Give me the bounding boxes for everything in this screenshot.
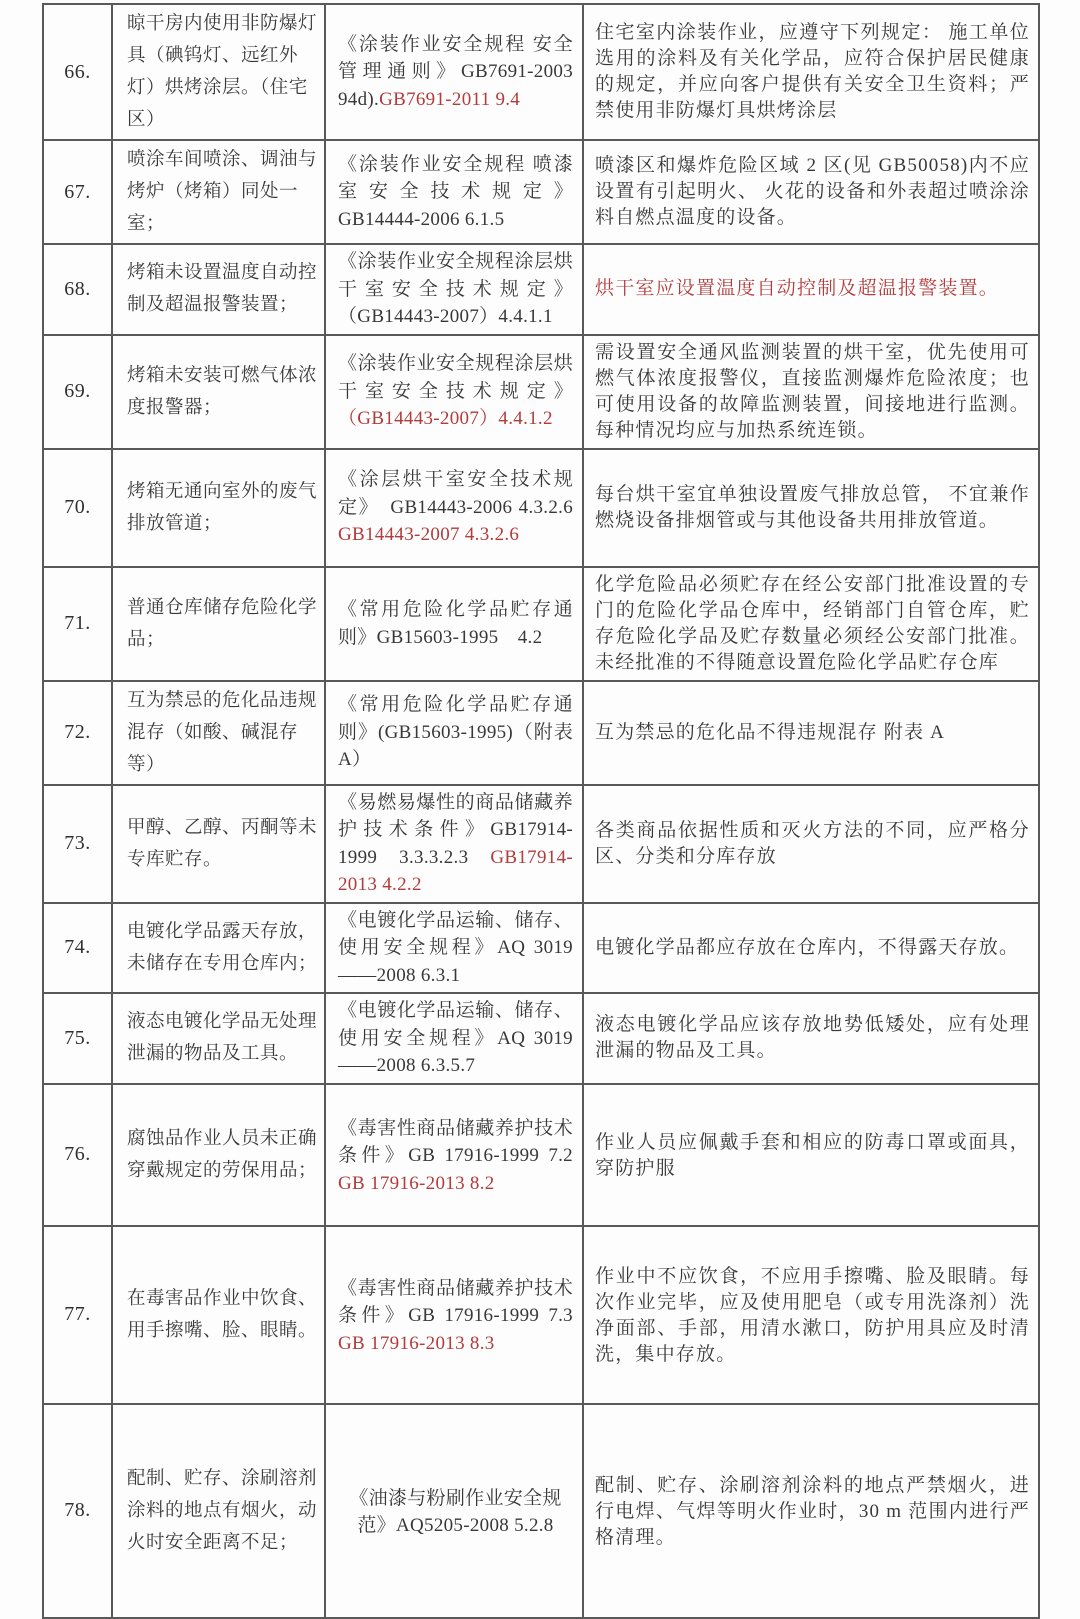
- violation-cell: 甲醇、乙醇、丙酮等未专库贮存。: [112, 785, 325, 903]
- table-row: [43, 335, 1039, 449]
- regulation-text: 《常用危险化学品贮存通则》(GB15603-1995)（附表 A）: [338, 694, 573, 771]
- requirement-text: 需设置安全通风监测装置的烘干室，优先使用可燃气体浓度报警仪，直接监测爆炸危险浓度；也可使用设备的故障监测装置，间接地进行监测。每种情况均应与加热系统连锁。: [595, 341, 1030, 441]
- row-number: 69.: [43, 335, 112, 449]
- requirement-text: 配制、贮存、涂刷溶剂涂料的地点严禁烟火，进行电焊、气焊等明火作业时，30 m 范围内进行严格清理。: [595, 1474, 1030, 1548]
- violation-cell: 烤箱未安装可燃气体浓度报警器；: [112, 335, 325, 449]
- regulation-text-red: GB 17916-2013 8.3: [338, 1332, 495, 1354]
- row-number: 66.: [43, 4, 112, 140]
- regulation-cell: [325, 903, 583, 994]
- regulation-text: 《电镀化学品运输、储存、使用安全规程》AQ 3019——2008 6.3.1: [338, 909, 573, 986]
- regulation-cell: [325, 335, 583, 449]
- violation-cell: 液态电镀化学品无处理泄漏的物品及工具。: [112, 993, 325, 1084]
- requirement-cell: [583, 140, 1039, 244]
- regulation-text: 《涂装作业安全规程涂层烘干室安全技术规定》: [338, 353, 573, 402]
- violation-cell: 配制、贮存、涂刷溶剂涂料的地点有烟火，动火时安全距离不足；: [112, 1404, 325, 1618]
- table-row: [43, 681, 1039, 785]
- requirement-text: 作业中不应饮食，不应用手擦嘴、脸及眼睛。每次作业完毕，应及使用肥皂（或专用洗涤剂）洗净面部、手部，用清水漱口，防护用具应及时清洗，集中存放。: [595, 1265, 1030, 1365]
- safety-violations-table: [42, 3, 1040, 1619]
- requirement-text: 各类商品依据性质和灭火方法的不同，应严格分区、分类和分库存放: [595, 819, 1030, 867]
- regulation-cell: [325, 1404, 583, 1618]
- requirement-cell: [583, 244, 1039, 335]
- table-row: [43, 4, 1039, 140]
- regulation-cell: [325, 449, 583, 567]
- table-row: [43, 1404, 1039, 1618]
- requirement-text: 化学危险品必须贮存在经公安部门批准设置的专门的危险化学品仓库中，经销部门自管仓库，贮存危险化学品及贮存数量必须经公安部门批准。未经批准的不得随意设置危险化学品贮存仓库: [595, 573, 1030, 673]
- requirement-cell: [583, 4, 1039, 140]
- requirement-text: 电镀化学品都应存放在仓库内，不得露天存放。: [595, 936, 1020, 958]
- row-number: 71.: [43, 567, 112, 681]
- violation-cell: 在毒害品作业中饮食、用手擦嘴、脸、眼睛。: [112, 1226, 325, 1404]
- regulation-cell: [325, 993, 583, 1084]
- row-number: 68.: [43, 244, 112, 335]
- regulation-text: 《毒害性商品储藏养护技术条件》GB 17916-1999 7.3: [338, 1277, 573, 1327]
- violation-cell: 晾干房内使用非防爆灯具（碘钨灯、远红外灯）烘烤涂层。（住宅区）: [112, 4, 325, 140]
- violation-cell: 烤箱未设置温度自动控制及超温报警装置；: [112, 244, 325, 335]
- violation-cell: 电镀化学品露天存放，未储存在专用仓库内；: [112, 903, 325, 994]
- requirement-cell: [583, 449, 1039, 567]
- row-number: 74.: [43, 903, 112, 994]
- row-number: 73.: [43, 785, 112, 903]
- requirement-cell: [583, 1404, 1039, 1618]
- violation-cell: 喷涂车间喷涂、调油与烤炉（烤箱）同处一室；: [112, 140, 325, 244]
- table-row: [43, 1084, 1039, 1226]
- table-row: [43, 1226, 1039, 1404]
- requirement-cell: [583, 993, 1039, 1084]
- regulation-text-red: （GB14443-2007）4.4.1.2: [338, 408, 553, 430]
- violation-cell: 腐蚀品作业人员未正确穿戴规定的劳保用品；: [112, 1084, 325, 1226]
- table-row: [43, 903, 1039, 994]
- table-row: [43, 993, 1039, 1084]
- requirement-text: 互为禁忌的危化品不得违规混存 附表 A: [595, 721, 946, 743]
- violation-cell: 烤箱无通向室外的废气排放管道；: [112, 449, 325, 567]
- violation-cell: 普通仓库储存危险化学品；: [112, 567, 325, 681]
- violation-cell: 互为禁忌的危化品违规混存（如酸、碱混存等）: [112, 681, 325, 785]
- requirement-text: 喷漆区和爆炸危险区域 2 区(见 GB50058)内不应设置有引起明火、 火花的设备和外表超过喷涂涂料自燃点温度的设备。: [595, 155, 1030, 228]
- regulation-text: 《涂层烘干室安全技术规定》 GB14443-2006 4.3.2.6: [338, 469, 573, 518]
- regulation-cell: [325, 140, 583, 244]
- regulation-text: 《毒害性商品储藏养护技术条件》GB 17916-1999 7.2: [338, 1117, 573, 1167]
- requirement-text: 作业人员应佩戴手套和相应的防毒口罩或面具，穿防护服: [595, 1131, 1030, 1179]
- row-number: 72.: [43, 681, 112, 785]
- regulation-cell: [325, 1084, 583, 1226]
- row-number: 67.: [43, 140, 112, 244]
- requirement-cell: [583, 785, 1039, 903]
- table-row: [43, 785, 1039, 903]
- requirement-cell: [583, 681, 1039, 785]
- requirement-text: 液态电镀化学品应该存放地势低矮处，应有处理泄漏的物品及工具。: [595, 1014, 1030, 1062]
- regulation-text: 《常用危险化学品贮存通则》GB15603-1995 4.2: [338, 599, 573, 648]
- row-number: 77.: [43, 1226, 112, 1404]
- regulation-cell: [325, 244, 583, 335]
- requirement-cell: [583, 335, 1039, 449]
- regulation-text-red: GB14443-2007 4.3.2.6: [338, 524, 520, 546]
- regulation-text-red: GB 17916-2013 8.2: [338, 1172, 495, 1194]
- row-number: 78.: [43, 1404, 112, 1618]
- regulation-text-red: GB7691-2011 9.4: [379, 88, 521, 110]
- regulation-text: 《油漆与粉刷作业安全规范》AQ5205-2008 5.2.8: [349, 1487, 562, 1536]
- requirement-text: 住宅室内涂装作业，应遵守下列规定： 施工单位选用的涂料及有关化学品，应符合保护居民健康的规定，并应向客户提供有关安全卫生资料；严禁使用非防爆灯具烘烤涂层: [595, 22, 1030, 121]
- table-row: [43, 449, 1039, 567]
- regulation-text: 《易燃易爆性的商品储藏养护技术条件》GB17914-1999 3.3.3.2.3: [338, 791, 573, 868]
- row-number: 75.: [43, 993, 112, 1084]
- requirement-text: 每台烘干室宜单独设置废气排放总管， 不宜兼作燃烧设备排烟管或与其他设备共用排放管道。: [595, 483, 1030, 531]
- requirement-cell: [583, 1226, 1039, 1404]
- regulation-text: 《电镀化学品运输、储存、使用安全规程》AQ 3019——2008 6.3.5.7: [338, 1000, 573, 1076]
- requirement-cell: [583, 567, 1039, 681]
- table-row: [43, 244, 1039, 335]
- regulation-cell: [325, 785, 583, 903]
- table-row: [43, 140, 1039, 244]
- regulation-text: 《涂装作业安全规程涂层烘干室安全技术规定》（GB14443-2007）4.4.1.1: [338, 251, 573, 327]
- regulation-cell: [325, 1226, 583, 1404]
- regulation-text: 《涂装作业安全规程 安全管理通则》GB7691-2003 94d).: [338, 33, 573, 110]
- row-number: 70.: [43, 449, 112, 567]
- regulation-cell: [325, 681, 583, 785]
- requirement-text-red: 烘干室应设置温度自动控制及超温报警装置。: [595, 278, 1000, 300]
- row-number: 76.: [43, 1084, 112, 1226]
- regulation-cell: [325, 4, 583, 140]
- requirement-cell: [583, 1084, 1039, 1226]
- requirement-cell: [583, 903, 1039, 994]
- table-row: [43, 567, 1039, 681]
- regulation-cell: [325, 567, 583, 681]
- regulation-text-red: GB17914-2013 4.2.2: [338, 846, 573, 895]
- regulation-text: 《涂装作业安全规程 喷漆室安全技术规定》GB14444-2006 6.1.5: [338, 153, 573, 230]
